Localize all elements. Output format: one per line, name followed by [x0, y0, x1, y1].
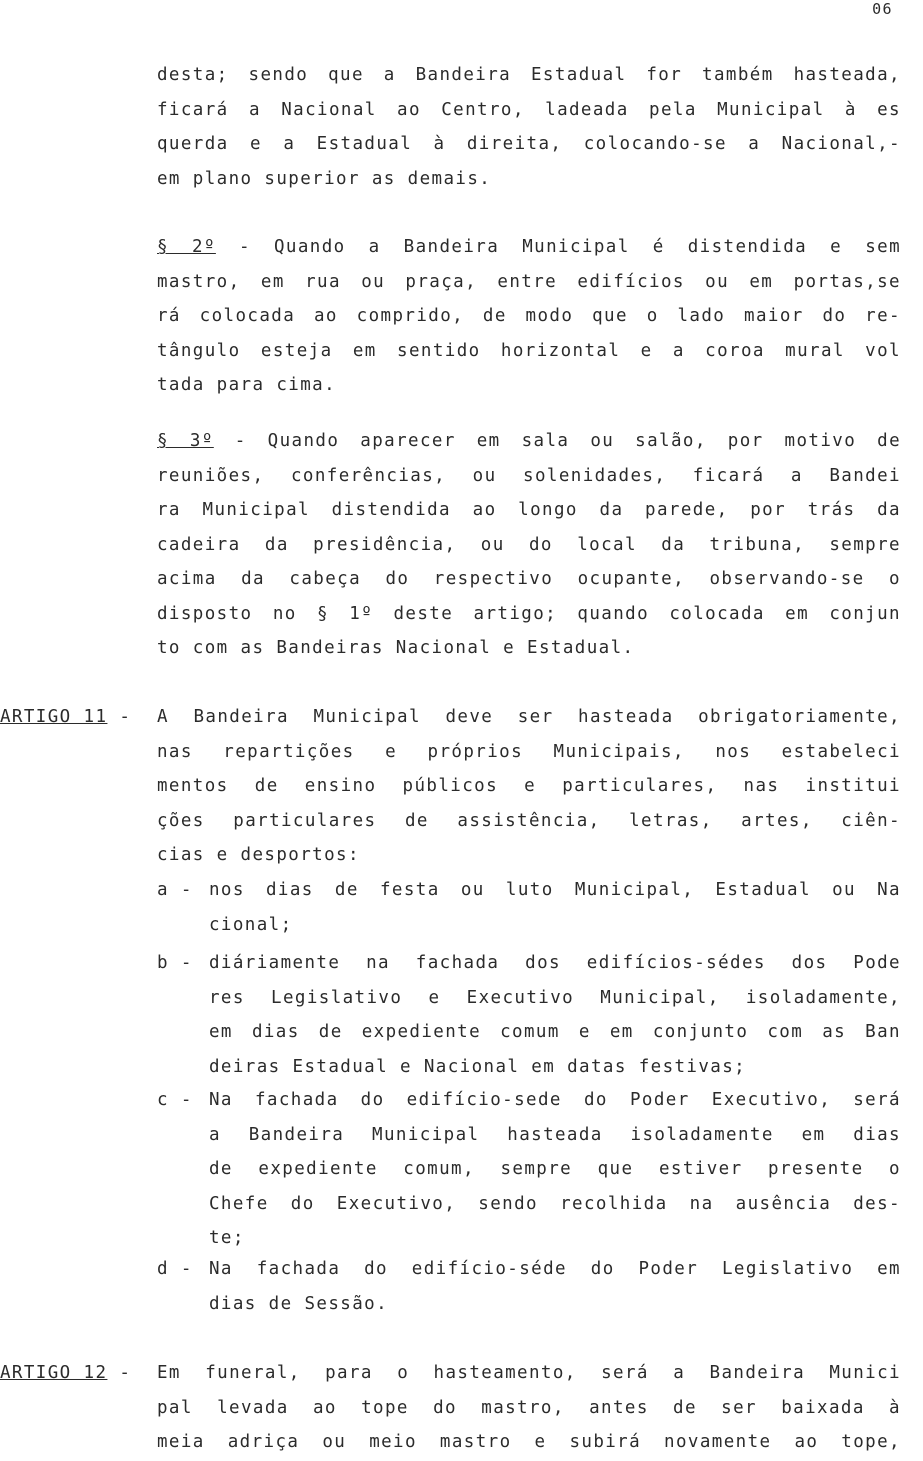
- text-line: nos dias de festa ou luto Municipal, Estadual ou Na: [209, 880, 901, 900]
- section-label: § 3º: [157, 431, 214, 451]
- text-line: disposto no § 1º deste artigo; quando colocada em conjun: [157, 603, 901, 624]
- text-line: - Quando aparecer em sala ou salão, por motivo de: [213, 431, 902, 451]
- list-item-a: [157, 873, 901, 942]
- text-line: Na fachada do edifício-sede do Poder Executivo, será: [209, 1090, 901, 1110]
- text-line: rá colocada ao comprido, de modo que o lado maior do re-: [157, 306, 901, 326]
- text-line: ções particulares de assistência, letras, artes, ciên-: [157, 810, 901, 831]
- text-line: ra Municipal distendida ao longo da parede, por trás da: [157, 500, 901, 520]
- list-item-c: [157, 1083, 901, 1256]
- text-line: acima da cabeça do respectivo ocupante, observando-se o: [157, 569, 901, 589]
- text-line: deiras Estadual e Nacional em datas festivas;: [209, 1056, 747, 1077]
- paragraph-intro: [157, 58, 901, 196]
- article-dash: -: [107, 707, 132, 727]
- list-item-d: [157, 1252, 901, 1321]
- text-line: cional;: [209, 914, 293, 935]
- list-marker: c -: [157, 1090, 193, 1110]
- text-line: te;: [209, 1228, 245, 1248]
- text-line: pal levada ao tope do mastro, antes de ser baixada à: [157, 1397, 901, 1418]
- text-line: cias e desportos:: [157, 845, 360, 865]
- section-3: [157, 424, 901, 666]
- text-line: mastro, em rua ou praça, entre edifícios ou em portas,se: [157, 271, 901, 292]
- list-item-b: [157, 946, 901, 1084]
- article-11-body: [157, 700, 901, 735]
- text-line: ficará a Nacional ao Centro, ladeada pela Municipal à es: [157, 99, 901, 120]
- text-line: Em funeral, para o hasteamento, será a Bandeira Munici: [157, 1363, 901, 1383]
- article-dash: -: [107, 1363, 132, 1383]
- article-12-body: [157, 1356, 901, 1460]
- page-number: 06: [872, 0, 893, 18]
- text-line: nas repartições e próprios Municipais, nos estabeleci: [157, 741, 901, 762]
- text-line: em plano superior as demais.: [157, 168, 492, 189]
- text-line: querda e a Estadual à direita, colocando-se a Nacional,-: [157, 134, 901, 154]
- list-marker: a -: [157, 880, 193, 900]
- list-marker: d -: [157, 1259, 193, 1279]
- article-number: ARTIGO 11: [0, 707, 108, 727]
- text-line: mentos de ensino públicos e particulares, nas institui: [157, 776, 901, 796]
- text-line: desta; sendo que a Bandeira Estadual for também hasteada,: [157, 65, 901, 85]
- text-line: meia adriça ou meio mastro e subirá novamente ao tope,: [157, 1432, 901, 1452]
- text-line: cadeira da presidência, ou do local da tribuna, sempre: [157, 534, 901, 555]
- text-line: em dias de expediente comum e em conjunto com as Ban: [209, 1022, 901, 1042]
- text-line: tângulo esteja em sentido horizontal e a coroa mural vol: [157, 340, 901, 361]
- text-line: Chefe do Executivo, sendo recolhida na ausência des-: [209, 1193, 901, 1214]
- text-line: de expediente comum, sempre que estiver presente o: [209, 1159, 901, 1179]
- text-line: res Legislativo e Executivo Municipal, isoladamente,: [209, 987, 901, 1008]
- article-number: ARTIGO 12: [0, 1363, 108, 1383]
- section-label: § 2º: [157, 237, 216, 257]
- article-12-label: [0, 1356, 131, 1391]
- text-line: to com as Bandeiras Nacional e Estadual.: [157, 638, 635, 658]
- text-line: diáriamente na fachada dos edifícios-sédes dos Pode: [209, 953, 901, 973]
- text-line: tada para cima.: [157, 375, 337, 395]
- article-11-body-cont: [157, 735, 901, 873]
- text-line: reuniões, conferências, ou solenidades, ficará a Bandei: [157, 465, 901, 486]
- text-line: dias de Sessão.: [209, 1293, 389, 1314]
- article-11-label: [0, 700, 131, 735]
- text-line: Na fachada do edifício-séde do Poder Legislativo em: [209, 1259, 901, 1279]
- list-marker: b -: [157, 953, 193, 973]
- section-2: [157, 230, 901, 403]
- text-line: a Bandeira Municipal hasteada isoladamente em dias: [209, 1124, 901, 1145]
- text-line: - Quando a Bandeira Municipal é distendida e sem: [215, 237, 902, 257]
- text-line: A Bandeira Municipal deve ser hasteada obrigatoriamente,: [157, 707, 901, 727]
